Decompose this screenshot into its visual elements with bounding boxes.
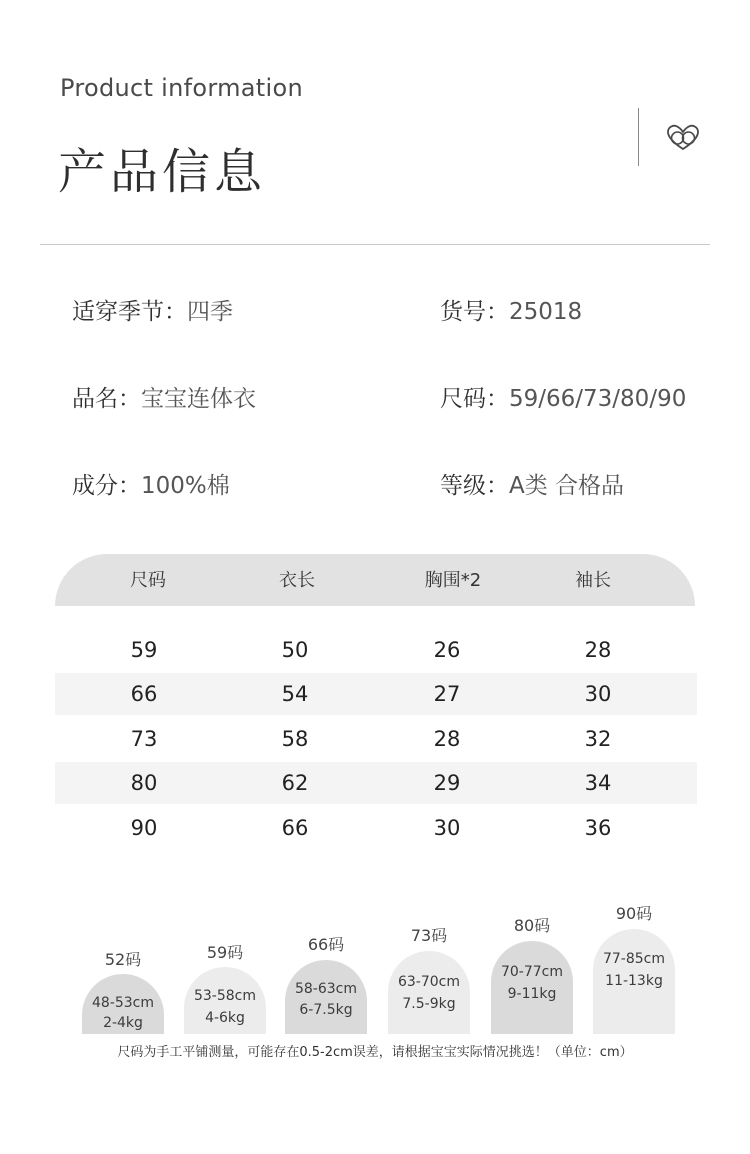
table-cell: 36 [584,816,612,840]
info-value: A类 合格品 [509,473,625,499]
table-row [55,673,697,715]
size-guide-label: 80码 [513,916,551,935]
column-header-sleeve: 袖长 [575,570,611,591]
info-value: 宝宝连体衣 [141,386,256,412]
info-product-name [72,383,256,415]
column-header-length: 衣长 [279,570,315,591]
size-guide-weight: 9-11kg [507,986,557,1002]
info-item-number [440,296,582,328]
table-cell: 30 [584,682,612,706]
section-divider [40,244,710,245]
info-label: 成分： [72,473,141,499]
table-cell: 29 [433,771,461,795]
table-row [55,762,697,804]
size-guide-height: 77-85cm [602,951,665,967]
column-header-size: 尺码 [130,570,166,591]
table-cell: 50 [281,638,309,662]
info-value: 59/66/73/80/90 [509,386,687,412]
size-guide-height: 63-70cm [397,974,460,990]
table-row [55,629,697,671]
size-guide-weight: 6-7.5kg [299,1002,353,1018]
table-cell: 26 [433,638,461,662]
table-cell: 54 [281,682,309,706]
size-guide-shape [388,951,470,1034]
table-cell: 58 [281,727,309,751]
table-cell: 90 [130,816,158,840]
size-guide-shape [285,960,367,1034]
subtitle-en: Product information [60,74,303,102]
size-guide-label: 73码 [410,926,448,945]
table-cell: 80 [130,771,158,795]
size-guide-label: 59码 [206,943,244,962]
info-value: 25018 [509,299,583,325]
table-cell: 59 [130,638,158,662]
measurement-note: 尺码为手工平铺测量，可能存在0.5-2cm误差，请根据宝宝实际情况挑选！（单位：cm） [117,1045,633,1060]
size-guide-height: 53-58cm [193,988,256,1004]
table-cell: 28 [584,638,612,662]
size-guide-weight: 4-6kg [205,1010,245,1026]
table-cell: 30 [433,816,461,840]
size-table-header [55,554,695,606]
info-label: 适穿季节： [72,299,187,325]
info-value: 四季 [187,299,233,325]
size-guide-height: 48-53cm [91,995,154,1011]
size-guide-shape [184,967,266,1034]
info-label: 尺码： [440,386,509,412]
info-composition [72,470,230,502]
header-divider [638,108,639,166]
info-label: 货号： [440,299,509,325]
size-guide-shape [593,929,675,1034]
table-cell: 66 [130,682,158,706]
size-guide-shape [491,941,573,1034]
size-guide-label: 66码 [307,935,345,954]
table-row [55,718,697,760]
table-cell: 62 [281,771,309,795]
info-value: 100%棉 [141,473,230,499]
size-guide-weight: 11-13kg [605,973,663,989]
size-guide-label: 52码 [104,950,142,969]
table-cell: 66 [281,816,309,840]
column-header-chest: 胸围*2 [424,570,482,591]
size-guide-height: 70-77cm [500,964,563,980]
info-season [72,296,233,328]
info-label: 等级： [440,473,509,499]
size-guide-height: 58-63cm [294,981,357,997]
info-label: 品名： [72,386,141,412]
size-guide-label: 90码 [615,904,653,923]
table-cell: 28 [433,727,461,751]
page-title: 产品信息 [58,144,267,200]
size-guide-weight: 7.5-9kg [402,996,456,1012]
size-guide-weight: 2-4kg [103,1015,143,1031]
heart-knot-icon [664,122,702,152]
info-grade [440,470,624,502]
size-guide-shape [82,974,164,1034]
table-cell: 32 [584,727,612,751]
table-cell: 73 [130,727,158,751]
table-cell: 34 [584,771,612,795]
info-sizes [440,383,686,415]
table-row [55,807,697,849]
table-cell: 27 [433,682,461,706]
